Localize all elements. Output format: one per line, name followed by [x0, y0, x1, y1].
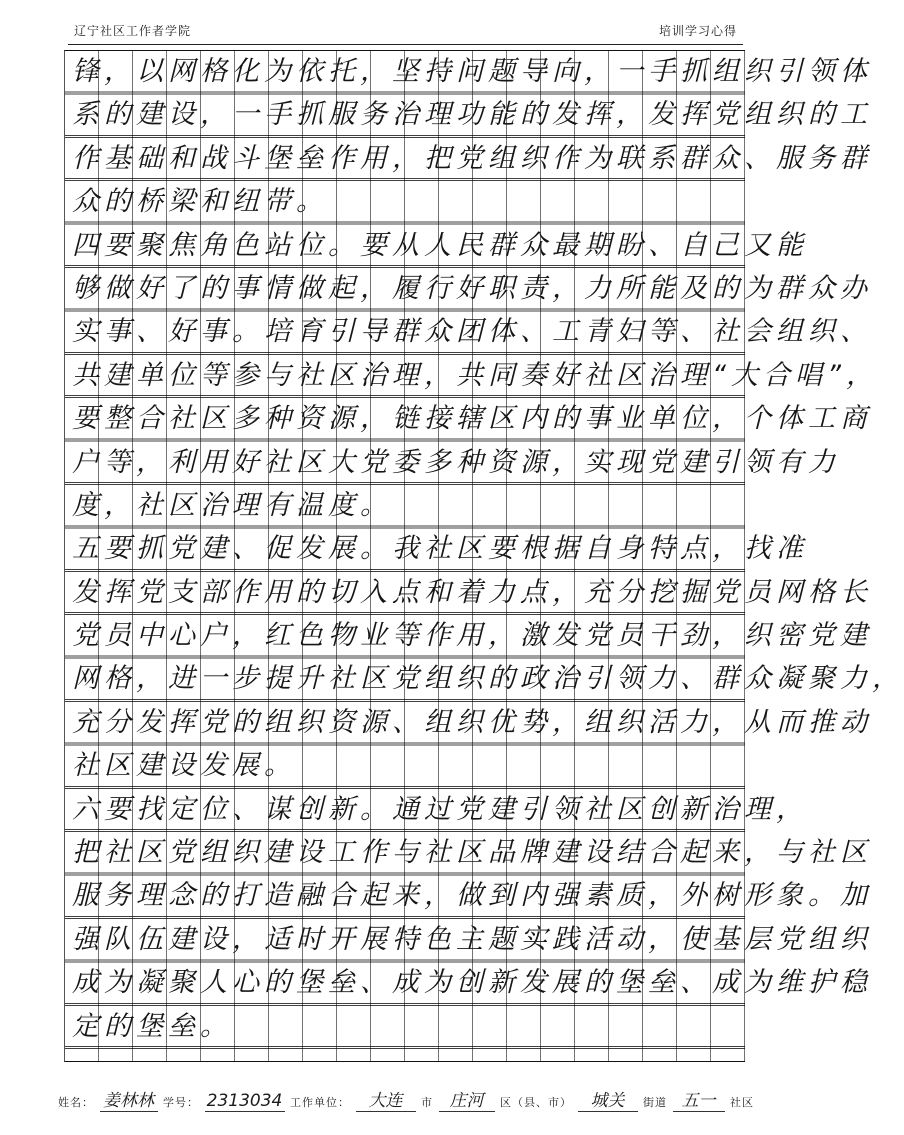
header-doc-title: 培训学习心得	[658, 24, 737, 38]
text-line: 度，社区治理有温度。	[72, 489, 392, 521]
text-line: 强队伍建设，适时开展特色主题实践活动，使基层党组织	[72, 923, 872, 955]
text-line: 定的堡垒。	[72, 1010, 232, 1042]
text-line: 四要聚焦角色站位。要从人民群众最期盼、自己又能	[72, 229, 808, 261]
street-label: 街道	[643, 1096, 667, 1109]
header-rule	[68, 44, 743, 45]
text-line: 锋，以网格化为依托，坚持问题导向，一手抓组织引领体	[72, 56, 872, 87]
footer-info	[58, 1086, 754, 1112]
id-value: 2313034	[205, 1091, 285, 1112]
text-line: 要整合社区多种资源，链接辖区内的事业单位，个体工商	[72, 403, 872, 435]
district-label: 区（县、市）	[500, 1096, 572, 1109]
text-line: 发挥党支部作用的切入点和着力点，充分挖掘党员网格长	[72, 576, 872, 608]
community-value: 五一	[673, 1086, 725, 1112]
text-line: 作基础和战斗堡垒作用，把党组织作为联系群众、服务群	[72, 142, 872, 174]
district-value: 庄河	[439, 1086, 495, 1112]
text-line: 共建单位等参与社区治理，共同奏好社区治理“大合唱”，	[72, 359, 878, 391]
city-value: 大连	[356, 1086, 416, 1112]
text-line: 充分发挥党的组织资源、组织优势，组织活力，从而推动	[72, 706, 872, 738]
street-value: 城关	[578, 1086, 638, 1112]
text-line: 党员中心户，红色物业等作用，激发党员干劲，织密党建	[72, 620, 872, 652]
handwritten-text	[64, 50, 904, 1135]
text-line: 众的桥梁和纽带。	[72, 186, 328, 218]
text-line: 网格，进一步提升社区党组织的政治引领力、群众凝聚力，	[72, 663, 904, 695]
text-line: 六要找定位、谋创新。通过党建引领社区创新治理，	[72, 793, 808, 825]
name-value: 姜林林	[100, 1086, 158, 1112]
text-line: 社区建设发展。	[72, 750, 296, 782]
text-line: 服务理念的打造融合起来，做到内强素质，外树形象。加	[72, 880, 872, 912]
unit-label: 工作单位：	[290, 1096, 350, 1109]
city-label: 市	[421, 1096, 433, 1109]
text-line: 成为凝聚人心的堡垒、成为创新发展的堡垒、成为维护稳	[72, 967, 872, 999]
id-label: 学号：	[163, 1096, 199, 1109]
text-line: 实事、好事。培育引导群众团体、工青妇等、社会组织、	[72, 316, 872, 348]
text-line: 把社区党组织建设工作与社区品牌建设结合起来，与社区	[72, 837, 872, 869]
text-line: 系的建设，一手抓服务治理功能的发挥，发挥党组织的工	[72, 99, 872, 131]
text-line	[64, 1048, 744, 1091]
community-label: 社区	[730, 1096, 754, 1109]
text-line: 户等，利用好社区大党委多种资源，实现党建引领有力	[72, 446, 840, 478]
text-line: 五要抓党建、促发展。我社区要根据自身特点，找准	[72, 533, 808, 565]
name-label: 姓名：	[58, 1096, 94, 1109]
text-line: 够做好了的事情做起，履行好职责，力所能及的为群众办	[72, 272, 872, 304]
header-institution: 辽宁社区工作者学院	[74, 24, 192, 38]
